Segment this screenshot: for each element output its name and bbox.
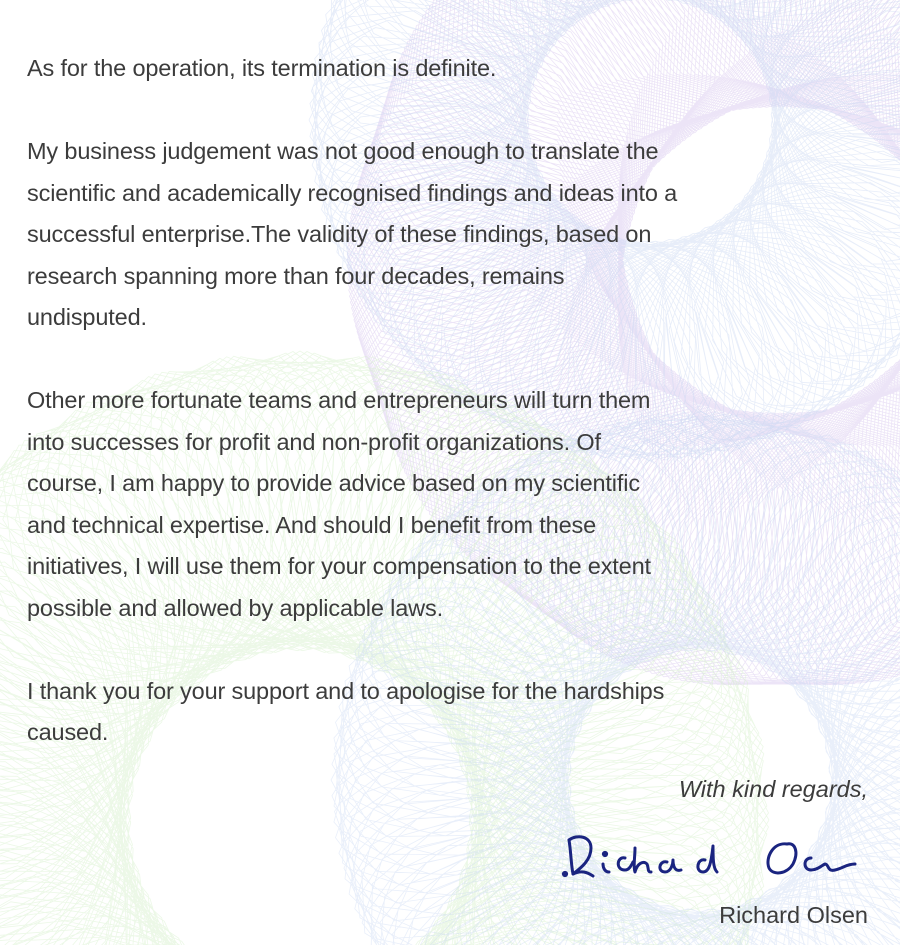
closing-salutation: With kind regards, xyxy=(678,776,868,802)
letter-body xyxy=(27,48,827,795)
paragraph-termination: As for the operation, its termination is definite. xyxy=(27,55,497,81)
handwritten-signature xyxy=(555,818,875,898)
signer-name: Richard Olsen xyxy=(719,902,868,928)
paragraph-thanks: I thank you for your support and to apologise for the hardships caused. xyxy=(27,677,665,745)
paragraph-other-teams: Other more fortunate teams and entrepreneurs will turn them into successes for profit and non-profit organizations. Of course, I am happy to provide advice based on my scientific and technical expertise. And should I benefit from these initiatives, I will use them for your compensation to the extent possible and allowed by applicable laws. xyxy=(27,387,651,621)
paragraph-business-judgement: My business judgement was not good enough to translate the scientific and academically recognised findings and ideas into a successful enterprise.The validity of these findings, based on research spanning more than four decades, remains undisputed. xyxy=(27,138,678,330)
